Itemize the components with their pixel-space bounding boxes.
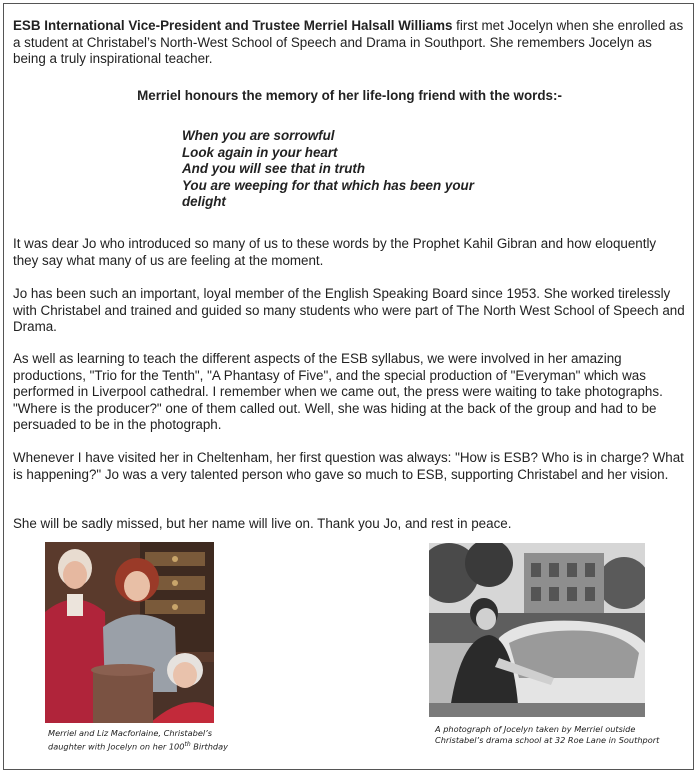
poem-line: delight <box>182 194 226 209</box>
photo-three-women <box>45 542 214 723</box>
photo-jocelyn-car <box>429 543 645 717</box>
poem <box>182 128 512 211</box>
intro-rest: first met Jocelyn when she enrolled as a student at Christabel’s North-West School of Speech and Drama in Southport. She remembers Jocelyn as being a truly inspirational teacher. <box>13 18 684 66</box>
photo2-caption-line1: A photograph of Jocelyn taken by Merriel outside <box>435 724 636 734</box>
poem-line: And you will see that in truth <box>182 161 366 176</box>
intro-lead: ESB International Vice-President and Trustee Merriel Halsall Williams <box>13 18 453 33</box>
photo1-caption <box>48 728 248 753</box>
photo1-caption-line2 <box>48 739 248 753</box>
poem-line: When you are sorrowful <box>182 128 335 143</box>
photo-jocelyn-car-image <box>429 543 645 717</box>
paragraph-cheltenham: Whenever I have visited her in Cheltenham, her first question was always: "How is ESB? Who is in charge? What is happening?" Jo was a very talented person who gave so much to ESB, supporting Christabel and her vision. <box>13 450 684 482</box>
poem-line: Look again in your heart <box>182 144 338 160</box>
honour-line: Merriel honours the memory of her life-long friend with the words:- <box>137 88 562 103</box>
poem-line: You are weeping for that which has been your <box>182 177 474 193</box>
paragraph-gibran: It was dear Jo who introduced so many of us to these words by the Prophet Kahil Gibran and how eloquently they say what many of us are feeling at the moment. <box>13 236 657 268</box>
photo1-caption-line1: Merriel and Liz Macforlaine, Christabel’s <box>48 728 213 738</box>
photo-three-women-image <box>45 542 214 723</box>
caption-superscript: th <box>184 741 191 748</box>
paragraph-farewell: She will be sadly missed, but her name will live on. Thank you Jo, and rest in peace. <box>13 516 512 531</box>
caption-text: daughter with Jocelyn on her 100 <box>48 741 185 752</box>
photo2-caption <box>435 724 675 746</box>
caption-text: Birthday <box>190 741 228 752</box>
photo2-caption-line2: Christabel’s drama school at 32 Roe Lane in Southport <box>435 735 660 745</box>
paragraph-productions: As well as learning to teach the different aspects of the ESB syllabus, we were involved in her amazing productions, "Trio for the Tenth", "A Phantasy of Five", and the special production of "Everyman" which was performed in Liverpool cathedral. I remember when we came out, the press were waiting to take photographs. "Where is the producer?" one of them called out. Well, she was hiding at the back of the group and had to be persuaded to be in the photograph. <box>13 351 663 432</box>
intro-paragraph <box>13 18 685 68</box>
paragraph-esb-member: Jo has been such an important, loyal member of the English Speaking Board since 1953. She worked tirelessly with Christabel and trained and guided so many students who were part of The North West School of Speech and Drama. <box>13 286 685 334</box>
